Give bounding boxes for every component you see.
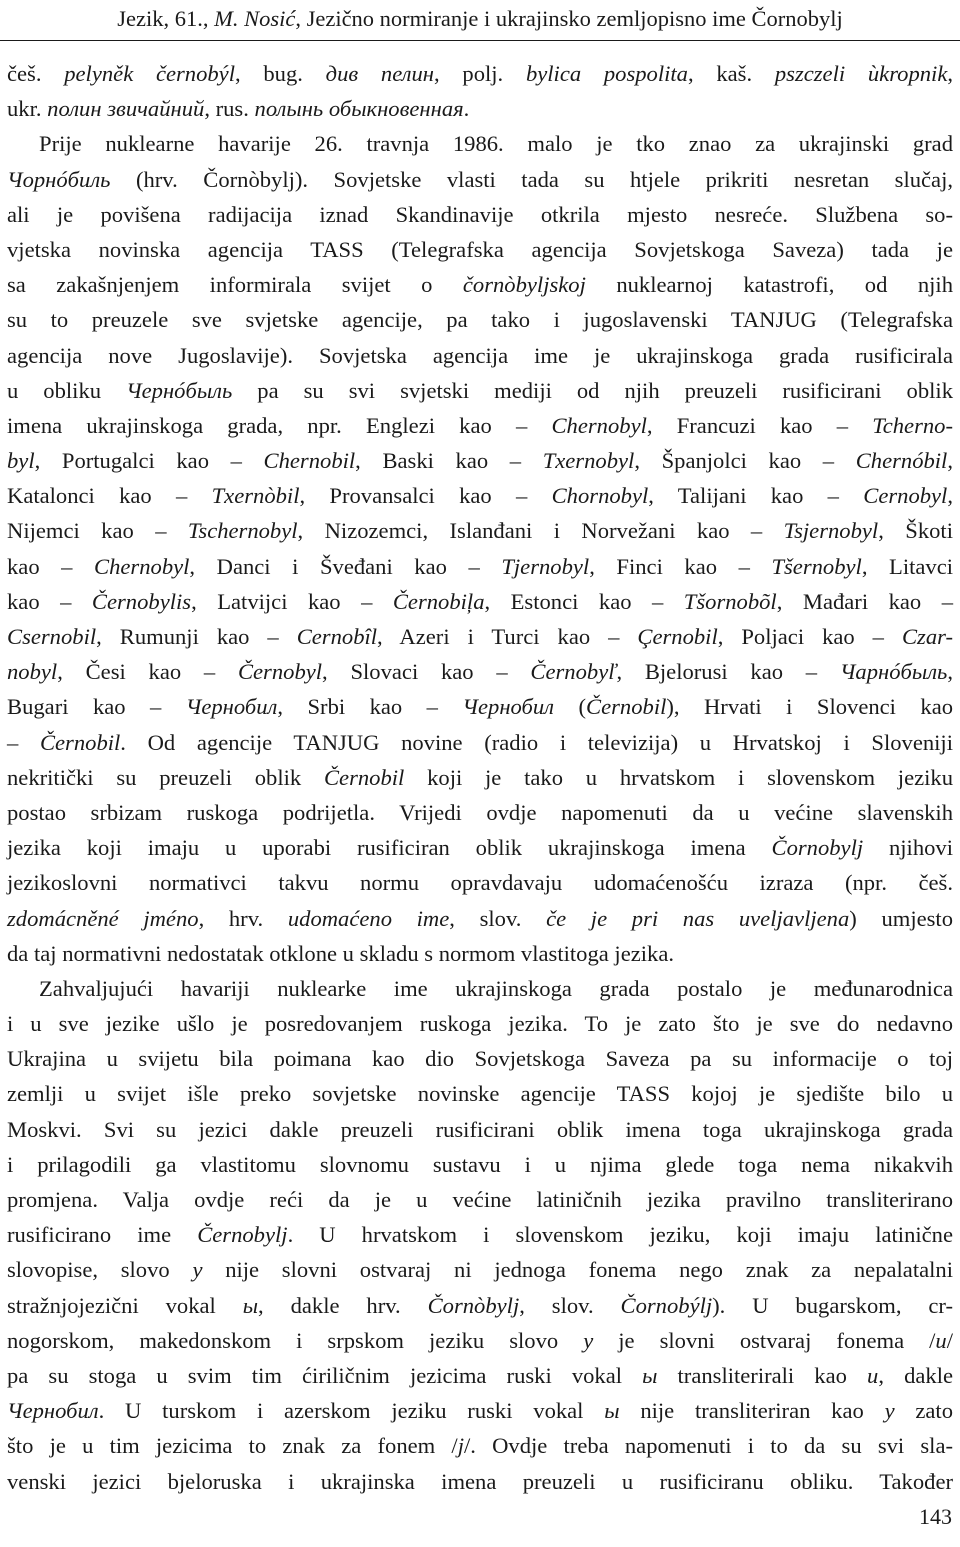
text-line — [7, 1147, 953, 1182]
italic-term: bylica pospolita — [525, 61, 688, 86]
text-run: ali je povišena radijacija iznad Skandinavije otkrila mjesto nesreće. Službena so- — [7, 201, 953, 227]
text-run: , — [947, 483, 953, 509]
text-run: venski jezici bjeloruska i ukrajinska imena preuzeli u rusificiranu obliku. Također — [7, 1468, 953, 1494]
text-run: , kaš. — [687, 61, 775, 86]
italic-term: Tschernobyl — [187, 518, 298, 544]
body-text — [7, 56, 953, 1499]
text-run: , Finci kao – — [589, 553, 772, 579]
text-run: jezikoslovni normativci takvu normu opravdavaju udomaćenošću izraza (npr. češ. — [7, 870, 953, 896]
text-line — [7, 760, 953, 795]
italic-term: Tšernobyl — [771, 553, 862, 579]
text-run: Katalonci kao – — [7, 483, 212, 509]
text-run: , Rumunji kao – — [96, 624, 297, 649]
text-run: , dakle — [878, 1362, 953, 1388]
text-run: , — [947, 448, 953, 474]
italic-term: Chornobyl — [551, 483, 649, 509]
text-run: nekritički su preuzeli oblik — [7, 764, 324, 790]
text-line — [7, 830, 953, 865]
text-run: ), Hrvati i Slovenci kao — [666, 694, 954, 720]
text-run: – — [7, 729, 40, 755]
text-run: , Azeri i Turci kao – — [377, 624, 638, 649]
text-run: /. Ovdje treba napomenuti i to da su svi sla- — [463, 1433, 954, 1459]
italic-term: Černobylj — [197, 1222, 288, 1248]
text-line — [7, 1323, 953, 1358]
text-line — [7, 795, 953, 830]
text-run: , dakle hrv. — [258, 1292, 428, 1318]
text-line — [7, 1182, 953, 1217]
text-line — [7, 1041, 953, 1076]
header-rule — [0, 40, 960, 41]
text-run: da taj normativni nedostatak otklone u skladu s normom vlastitoga jezika. — [7, 940, 675, 966]
text-run: promjena. Valja ovdje reći da je u većine latiničnih jezika pravilno transliterirano — [7, 1187, 953, 1212]
text-run: , Baski kao – — [355, 448, 543, 474]
italic-term: zdomácněné jméno — [7, 905, 199, 931]
text-line — [7, 267, 953, 302]
text-run: , hrv. — [198, 905, 288, 931]
italic-term: Černobiļa — [392, 588, 485, 614]
text-run: zato — [894, 1398, 953, 1424]
text-run: kao – — [7, 588, 92, 614]
text-line — [7, 549, 953, 584]
text-line — [7, 936, 953, 971]
text-run: , slov. — [519, 1292, 621, 1318]
text-line — [7, 654, 953, 689]
italic-term: Chernóbil — [855, 448, 948, 474]
text-line — [7, 1464, 953, 1499]
text-line — [7, 302, 953, 337]
text-run: agencija nove Jugoslavije). Sovjetska agencija ime je ukrajinskoga grada rusificirala — [7, 342, 953, 368]
italic-term: Tsjernobyl — [783, 518, 879, 544]
text-run: zemlji u svijet išle preko sovjetske novinske agencije TASS kojoj je sjedište bilo u — [7, 1081, 953, 1107]
text-run: vjetska novinska agencija TASS (Telegrafska agencija Sovjetskoga Saveza) tada je — [7, 236, 953, 262]
text-run: nuklearnoj katastrofi, od njih — [585, 272, 953, 298]
text-line — [7, 1428, 953, 1463]
italic-term: y — [583, 1327, 594, 1353]
italic-term: ы — [604, 1398, 620, 1424]
text-run: pa su svi svjetski mediji od njih preuzeli rusificirani oblik — [232, 377, 953, 403]
italic-term: Čornòbylj — [427, 1292, 520, 1318]
header-prefix: Jezik, 61., — [117, 6, 215, 31]
text-run: nogorskom, makedonskom i srpskom jeziku slovo — [7, 1327, 584, 1353]
italic-term: Çernobil — [637, 624, 718, 649]
text-run: koji je tako u hrvatskom i slovenskom jeziku — [404, 764, 954, 790]
text-run: . Od agencije TANJUG novine (radio i televizija) u Hrvatskoj i Sloveniji — [120, 729, 953, 755]
text-run: Ukrajina u svijetu bila poimana kao dio Sovjetskoga Saveza pa su informacije o toj — [7, 1046, 953, 1072]
text-line — [7, 1006, 953, 1041]
italic-term: Czar- — [901, 624, 953, 649]
text-line — [7, 689, 953, 724]
italic-term: Tcherno- — [872, 412, 953, 438]
text-line — [7, 162, 953, 197]
text-run: . — [463, 96, 470, 122]
text-run: , Francuzi kao – — [646, 412, 873, 438]
italic-term: Čornobylj — [771, 835, 864, 861]
italic-term: Čornobýlj — [620, 1292, 713, 1318]
italic-term: Černobylis — [91, 588, 192, 614]
text-line — [7, 91, 953, 126]
text-run: , Poljaci kao – — [717, 624, 902, 649]
text-run: pa su stoga u svim tim ćiriličnim jezicima ruski vokal — [7, 1362, 643, 1388]
italic-term: y — [192, 1257, 203, 1283]
italic-term: Чернобил — [7, 1398, 99, 1424]
italic-term: Chernobil — [263, 448, 356, 474]
text-run: ). U bugarskom, cr- — [712, 1292, 953, 1318]
italic-term: ы — [242, 1292, 259, 1318]
text-run: imena ukrajinskoga grada, npr. Englezi kao – — [7, 412, 552, 438]
text-run: u obliku — [7, 377, 127, 403]
text-run: nije transliteriran kao — [619, 1398, 885, 1424]
italic-term: pelyněk černobýl — [64, 61, 235, 86]
text-run: slovopise, slovo — [7, 1257, 193, 1283]
text-line — [7, 338, 953, 373]
text-run: , Portugalci kao – — [34, 448, 264, 474]
text-line — [7, 1112, 953, 1147]
text-run: je slovni ostvaraj fonema / — [593, 1327, 936, 1353]
italic-term: Csernobil — [7, 624, 97, 649]
text-run: , bug. — [235, 61, 326, 86]
italic-term: Tjernobyl — [501, 553, 590, 579]
italic-term: j — [457, 1433, 464, 1459]
italic-term: Txernobyl — [542, 448, 635, 474]
text-line — [7, 725, 953, 760]
text-run: . U turskom i azerskom jeziku ruski vokal — [98, 1398, 605, 1424]
text-line — [7, 584, 953, 619]
text-line — [7, 232, 953, 267]
italic-term: Černobyl — [237, 659, 323, 685]
text-run: Prije nuklearne havarije 26. travnja 1986. malo je tko znao za ukrajinski grad — [39, 131, 953, 157]
text-run: njihovi — [863, 835, 953, 861]
text-run: , Španjolci kao – — [634, 448, 856, 474]
text-run: , Škoti — [878, 518, 953, 544]
text-run: , Talijani kao – — [648, 483, 864, 509]
italic-term: Tšornobõl — [683, 588, 777, 614]
text-run: Bugari kao – — [7, 694, 186, 720]
italic-term: Černobil — [323, 764, 405, 790]
text-run: , Latvijci kao – — [191, 588, 393, 614]
text-run: jezika koji imaju u uporabi rusificiran oblik ukrajinskoga imena — [7, 835, 772, 861]
text-run: (hrv. Čornòbylj). Sovjetske vlasti tada su htjele prikriti nesretan slučaj, — [110, 166, 953, 192]
text-run: i u sve jezike ušlo je posredovanjem ruskoga jezika. To je zato što je sve do nedavno — [7, 1011, 953, 1037]
page-number: 143 — [919, 1504, 952, 1529]
italic-term: pszczeli ùkropnik — [774, 61, 948, 86]
text-run: transliterirali kao — [657, 1362, 868, 1388]
text-run: , Mađari kao – — [776, 588, 953, 614]
italic-term: Černobyľ — [530, 659, 617, 685]
text-line — [7, 619, 953, 654]
text-run: , — [947, 61, 954, 86]
text-run: rusificirano ime — [7, 1222, 198, 1248]
text-run: , Srbi kao – — [277, 694, 463, 720]
text-run: što je u tim jezicima to znak za fonem / — [7, 1433, 458, 1459]
italic-term: u — [867, 1362, 879, 1388]
text-line — [7, 1252, 953, 1287]
text-line — [7, 1217, 953, 1252]
italic-term: ы — [642, 1362, 658, 1388]
text-run: , Česi kao – — [57, 659, 238, 685]
text-run: češ. — [7, 61, 65, 86]
text-run: Moskvi. Svi su jezici dakle preuzeli rusificirani oblik imena toga ukrajinskoga grada — [7, 1116, 953, 1142]
italic-term: Чарнóбыль — [839, 659, 948, 685]
italic-term: u — [935, 1327, 947, 1353]
text-run: , Slovaci kao – — [322, 659, 531, 685]
text-line — [7, 865, 953, 900]
text-run: , Bjelorusi kao – — [616, 659, 840, 685]
text-run: postao srbizam ruskoga podrijetla. Vrijedi ovdje napomenuti da u većine slavenskih — [7, 799, 953, 825]
italic-term: nobyl — [7, 659, 58, 685]
text-line — [7, 478, 953, 513]
text-line — [7, 1076, 953, 1111]
italic-term: полынь обыкновенная — [254, 96, 464, 122]
italic-term: Чернóбыль — [126, 377, 233, 403]
text-run: , slov. — [449, 905, 547, 931]
text-line — [7, 126, 953, 161]
text-line — [7, 443, 953, 478]
italic-term: Cernobyl — [863, 483, 948, 509]
italic-term: čornòbyljskoj — [462, 272, 586, 298]
italic-term: див пелин — [325, 61, 435, 86]
text-run: stražnjojezični vokal — [7, 1292, 243, 1318]
text-run: kao – — [7, 553, 95, 579]
italic-term: полин звичайний — [47, 96, 205, 122]
text-line — [7, 1393, 953, 1428]
text-run: , rus. — [204, 96, 255, 122]
text-run: , polj. — [434, 61, 526, 86]
text-run: nije slovni ostvaraj ni jednoga fonema nego znak za nepalatalni — [202, 1257, 953, 1283]
text-line — [7, 513, 953, 548]
text-run: , Danci i Šveđani kao – — [189, 553, 502, 579]
italic-term: Černobil — [586, 694, 667, 720]
italic-term: udomaćeno ime — [287, 905, 450, 931]
italic-term: če je pri nas uveljavljena — [546, 905, 850, 931]
text-run: , Litavci — [861, 553, 953, 579]
text-line — [7, 1288, 953, 1323]
text-run: / — [946, 1327, 953, 1353]
running-header — [0, 4, 960, 34]
text-run: . U hrvatskom i slovenskom jeziku, koji imaju latinične — [287, 1222, 953, 1248]
text-run: ) umjesto — [849, 905, 953, 931]
text-line — [7, 56, 953, 91]
italic-term: Чернобил — [185, 694, 278, 720]
text-line — [7, 971, 953, 1006]
header-author: M. Nosić — [214, 6, 296, 31]
italic-term: Cernobîl — [296, 624, 378, 649]
text-line — [7, 373, 953, 408]
text-run: , Provansalci kao – — [299, 483, 552, 509]
text-run: , — [947, 659, 953, 685]
text-run: Nijemci kao – — [7, 518, 188, 544]
text-run: , Estonci kao – — [484, 588, 684, 614]
italic-term: Чорнóбиль — [7, 166, 111, 192]
text-line — [7, 1358, 953, 1393]
text-run: ukr. — [7, 96, 48, 122]
text-run: i prilagodili ga vlastitomu slovnomu sustavu i u njima glede toga nema nikakvih — [7, 1151, 953, 1177]
italic-term: Chernobyl — [551, 412, 647, 438]
text-line — [7, 901, 953, 936]
text-run: , Nizozemci, Islanđani i Norvežani kao – — [297, 518, 784, 544]
text-run: su to preuzele sve svjetske agencije, pa tako i jugoslavenski TANJUG (Telegrafska — [7, 307, 953, 333]
text-line — [7, 197, 953, 232]
italic-term: Чернобил — [462, 694, 555, 720]
header-title: , Jezično normiranje i ukrajinsko zemljopisno ime Čornobylj — [295, 6, 843, 31]
text-run: ( — [554, 694, 587, 720]
text-run: Zahvaljujući havariji nuklearke ime ukrajinskoga grada postalo je međunarodnica — [39, 975, 953, 1001]
text-run: sa zakašnjenjem informirala svijet o — [7, 272, 463, 298]
italic-term: y — [884, 1398, 895, 1424]
italic-term: Chernobyl — [94, 553, 190, 579]
text-line — [7, 408, 953, 443]
italic-term: Černobil — [39, 729, 121, 755]
italic-term: byl — [7, 448, 35, 474]
italic-term: Txernòbil — [211, 483, 300, 509]
